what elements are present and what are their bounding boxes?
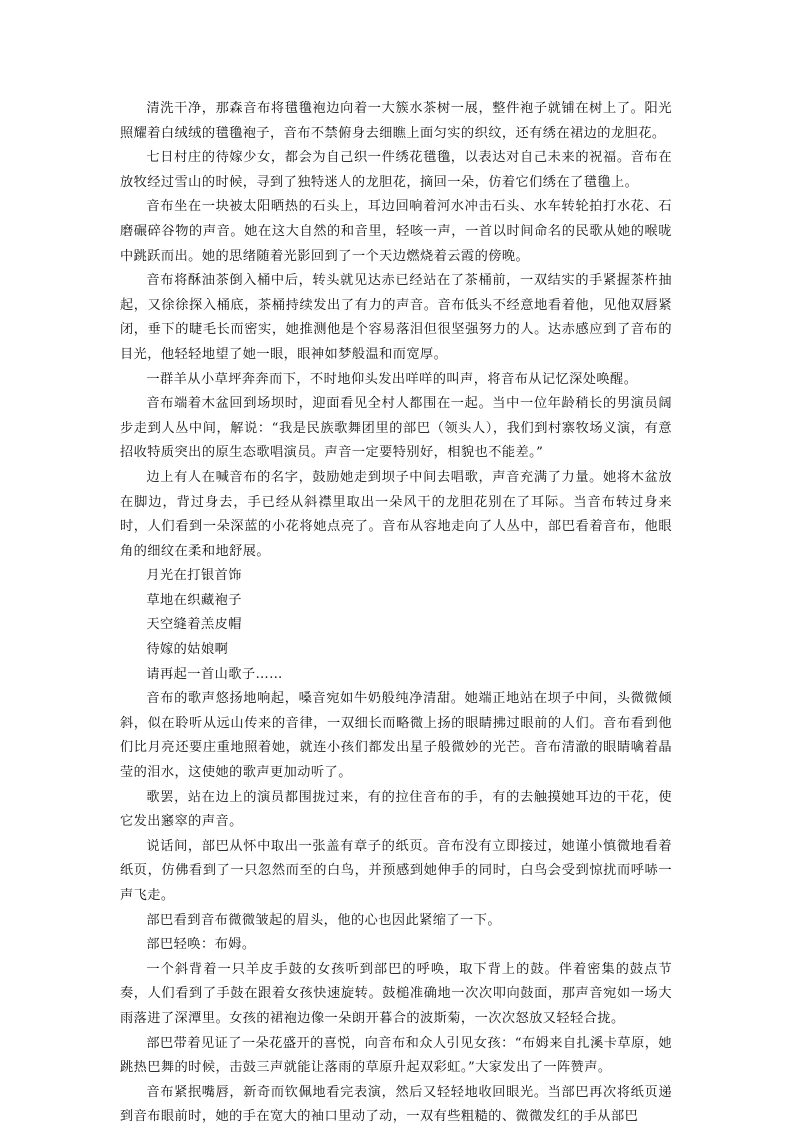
paragraph-4: 音布将酥油茶倒入桶中后，转头就见达赤已经站在了茶桶前，一双结实的手紧握茶杵抽起，又徐徐探入桶底，茶桶持续发出了有力的声音。音布低头不经意地看着他，见他双唇紧闭，垂下的睫毛长而密实，她推测他是个容易落泪但很坚强努力的人。达赤感应到了音布的目光，他轻轻地望了她一眼，眼神如梦般温和而宽厚。 <box>120 273 672 362</box>
paragraph-3: 音布坐在一块被太阳晒热的石头上，耳边回响着河水冲击石头、水车转轮拍打水花、石磨碾碎谷物的声音。她在这大自然的和音里，轻咳一声，一首以时间命名的民歌从她的喉咙中跳跃而出。她的思绪随着光影回到了一个天边燃烧着云霞的傍晚。 <box>120 199 672 264</box>
poem-line-3: 天空缝着羔皮帽 <box>146 617 242 633</box>
paragraph-5: 一群羊从小草坪奔奔而下，不时地仰头发出咩咩的叫声，将音布从记忆深处唤醒。 <box>146 371 638 387</box>
paragraph-6: 音布端着木盆回到场坝时，迎面看见全村人都围在一起。当中一位年龄稍长的男演员阔步走到人丛中间，解说：“我是民族歌舞团里的部巴（领头人），我们到村寨牧场义演，有意招收特质突出的原生态歌唱演员。声音一定要特别好，相貌也不能差。” <box>120 396 672 461</box>
paragraph-12: 部巴轻唤：布姆。 <box>146 937 256 953</box>
paragraph-11: 部巴看到音布微微皱起的眉头，他的心也因此紧缩了一下。 <box>146 912 501 928</box>
paragraph-14: 部巴带着见证了一朵花盛开的喜悦，向音布和众人引见女孩：“布姆来自扎溪卡草原，她跳热巴舞的时候，击鼓三声就能让落雨的草原升起双彩虹。”大家发出了一阵赞声。 <box>120 1035 672 1076</box>
poem-line-1: 月光在打银首饰 <box>146 568 242 584</box>
paragraph-13: 一个斜背着一只羊皮手鼓的女孩听到部巴的呼唤，取下背上的鼓。伴着密集的鼓点节奏，人们看到了手鼓在跟着女孩快速旋转。鼓槌准确地一次次叩向鼓面，那声音宛如一场大雨落进了深潭里。女孩的裙袍边像一朵朗开暮合的波斯菊，一次次怒放又轻轻合拢。 <box>120 961 672 1026</box>
poem-line-5: 请再起一首山歌子…… <box>146 666 283 682</box>
paragraph-2: 七日村庄的待嫁少女，都会为自己织一件绣花氆氇，以表达对自己未来的祝福。音布在放牧经过雪山的时候，寻到了独特迷人的龙胆花，摘回一朵，仿着它们绣在了氆氇上。 <box>120 150 672 190</box>
paragraph-9: 歌罢，站在边上的演员都围拢过来，有的拉住音布的手，有的去触摸她耳边的干花，使它发出窸窣的声音。 <box>120 789 672 830</box>
poem-line-4: 待嫁的姑娘啊 <box>146 642 229 658</box>
paragraph-8: 音布的歌声悠扬地响起，嗓音宛如牛奶般纯净清甜。她端正地站在坝子中间，头微微倾斜，似在聆听从远山传来的音律，一双细长而略微上扬的眼睛拂过眼前的人们。音布看到他们比月亮还要庄重地照着她，就连小孩们都发出星子般微妙的光芒。音布清澈的眼睛噙着晶莹的泪水，这使她的歌声更加动听了。 <box>120 691 672 781</box>
poem-line-2: 草地在织藏袍子 <box>146 592 242 608</box>
paragraph-7: 边上有人在喊音布的名字，鼓励她走到坝子中间去唱歌，声音充满了力量。她将木盆放在脚边，背过身去，手已经从斜襟里取出一朵风干的龙胆花别在了耳际。当音布转过身来时，人们看到一朵深蓝的小花将她点亮了。音布从容地走向了人丛中，部巴看着音布，他眼角的细纹在柔和地舒展。 <box>120 469 672 559</box>
paragraph-10: 说话间，部巴从怀中取出一张盖有章子的纸页。音布没有立即接过，她谨小慎微地看着纸页，仿佛看到了一只忽然而至的白鸟，并预感到她伸手的同时，白鸟会受到惊扰而呼哧一声飞走。 <box>120 838 672 903</box>
paragraph-15: 音布紧抿嘴唇，新奇而钦佩地看完表演，然后又轻轻地收回眼光。当部巴再次将纸页递到音布眼前时，她的手在宽大的袖口里动了动，一双有些粗糙的、微微发红的手从部巴 <box>120 1084 672 1125</box>
document-page <box>120 97 672 1130</box>
paragraph-1: 清洗干净，那森音布将氆氇袍边向着一大簇水茶树一展，整件袍子就铺在树上了。阳光照耀着白绒绒的氆氇袍子，音布不禁俯身去细瞧上面匀实的织纹，还有绣在裙边的龙胆花。 <box>120 101 672 141</box>
